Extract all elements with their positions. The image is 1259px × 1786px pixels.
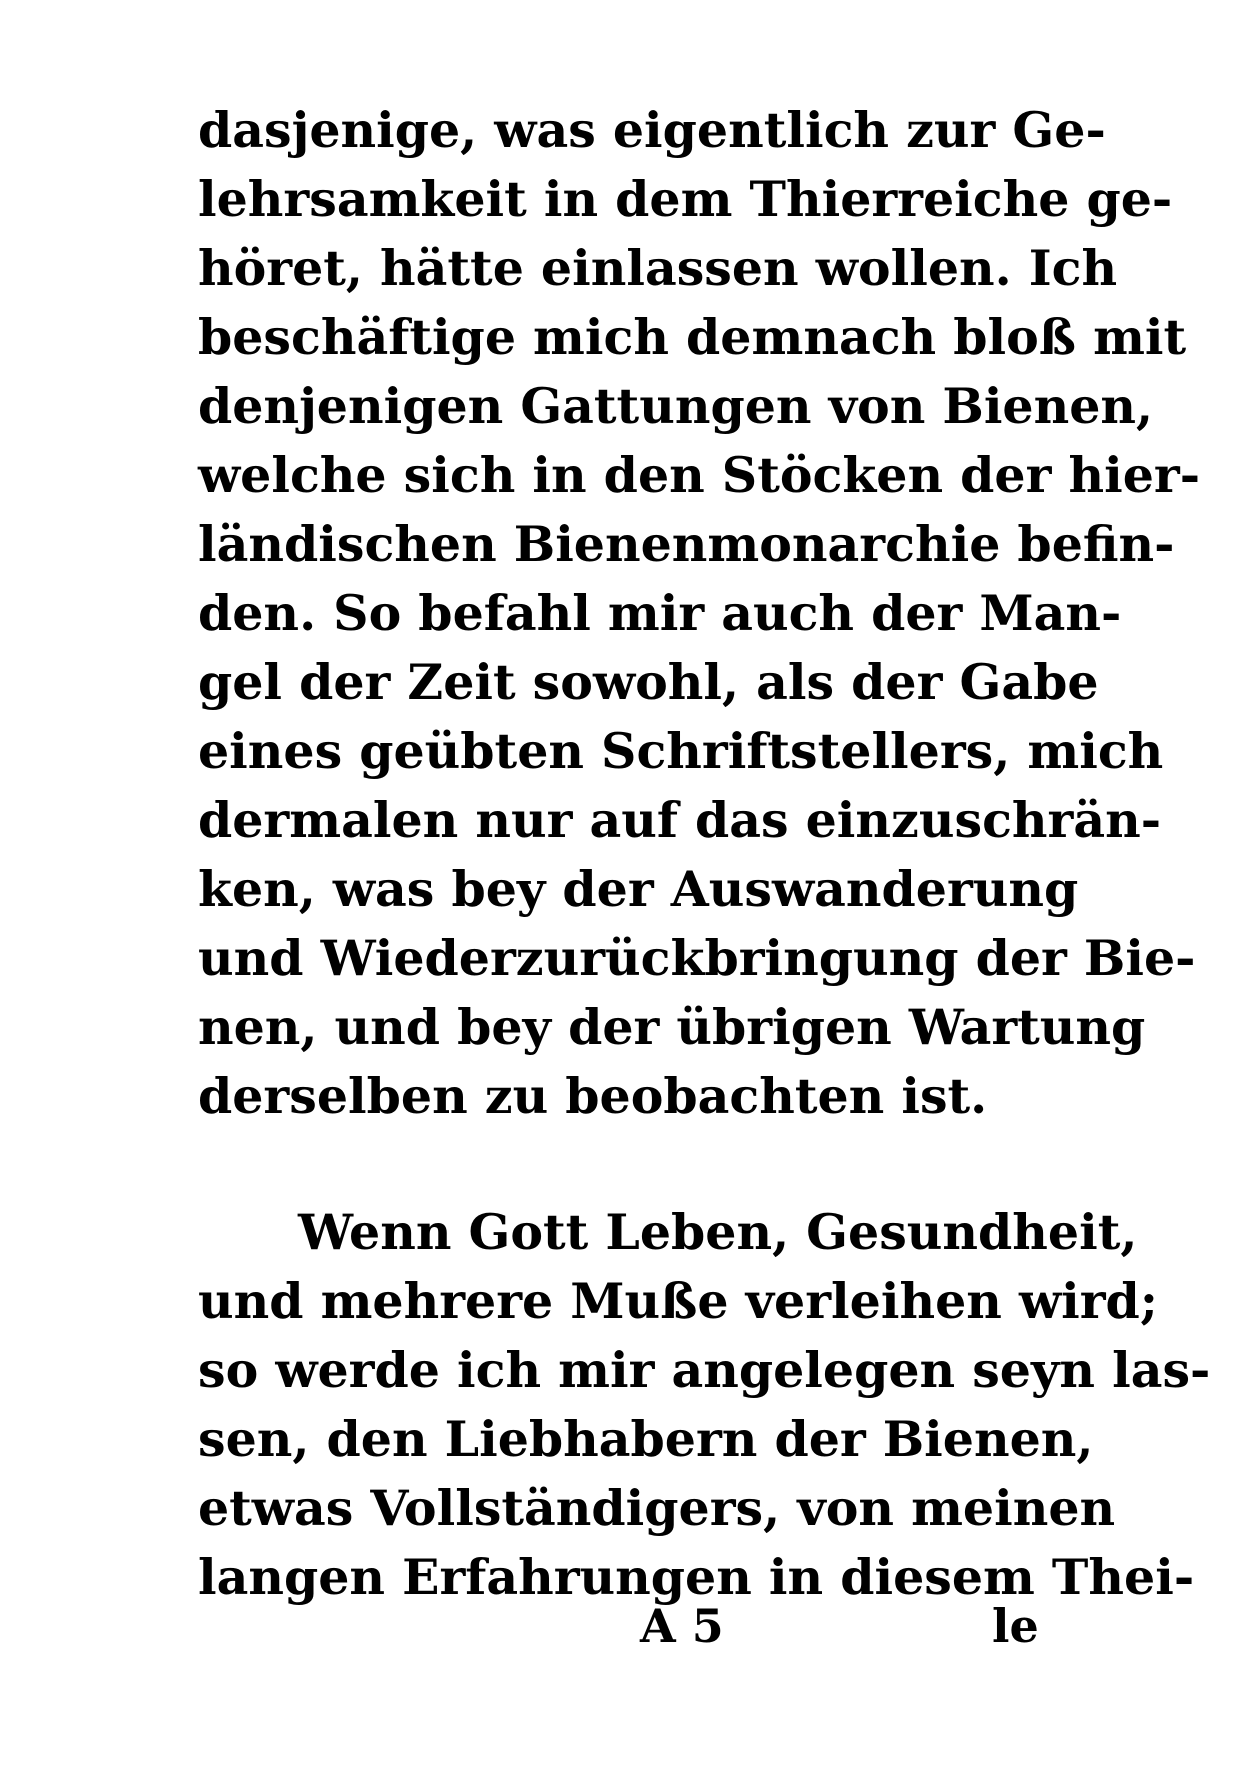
text-line: und mehrere Muße verleihen wird; (198, 1272, 1158, 1330)
text-line: eines geübten Schriftstellers, mich (198, 722, 1164, 780)
text-line-last: derselben zu beobachten ist. (198, 1067, 988, 1125)
text-line: denjenigen Gattungen von Bienen, (198, 377, 1154, 435)
paragraph-1 (198, 96, 1201, 1131)
text-line: beschäftige mich demnach bloß mit (198, 308, 1187, 366)
text-line: nen, und bey der übrigen Wartung (198, 998, 1146, 1056)
text-line: den. So befahl mir auch der Man- (198, 584, 1122, 642)
text-line: etwas Vollständigers, von meinen (198, 1479, 1116, 1537)
text-line: gel der Zeit sowohl, als der Gabe (198, 653, 1099, 711)
text-line: dasjenige, was eigentlich zur Ge- (198, 101, 1106, 159)
text-line-indented: Wenn Gott Leben, Gesundheit, (298, 1203, 1138, 1261)
text-line: ländischen Bienenmonarchie befin- (198, 515, 1175, 573)
text-line: welche sich in den Stöcken der hier- (198, 446, 1201, 504)
text-line: und Wiederzurückbringung der Bie- (198, 929, 1196, 987)
text-line: langen Erfahrungen in diesem Thei- (198, 1548, 1195, 1606)
signature-mark: A 5 (640, 1599, 724, 1653)
text-line: lehrsamkeit in dem Thierreiche ge- (198, 170, 1173, 228)
text-line: sen, den Liebhabern der Bienen, (198, 1410, 1094, 1468)
paragraph-2 (198, 1198, 1211, 1612)
text-line: ken, was bey der Auswanderung (198, 860, 1079, 918)
catchword: le (992, 1599, 1039, 1653)
text-line: so werde ich mir angelegen seyn las- (198, 1341, 1211, 1399)
text-line: höret, hätte einlassen wollen. Ich (198, 239, 1118, 297)
text-line: dermalen nur auf das einzuschrän- (198, 791, 1162, 849)
